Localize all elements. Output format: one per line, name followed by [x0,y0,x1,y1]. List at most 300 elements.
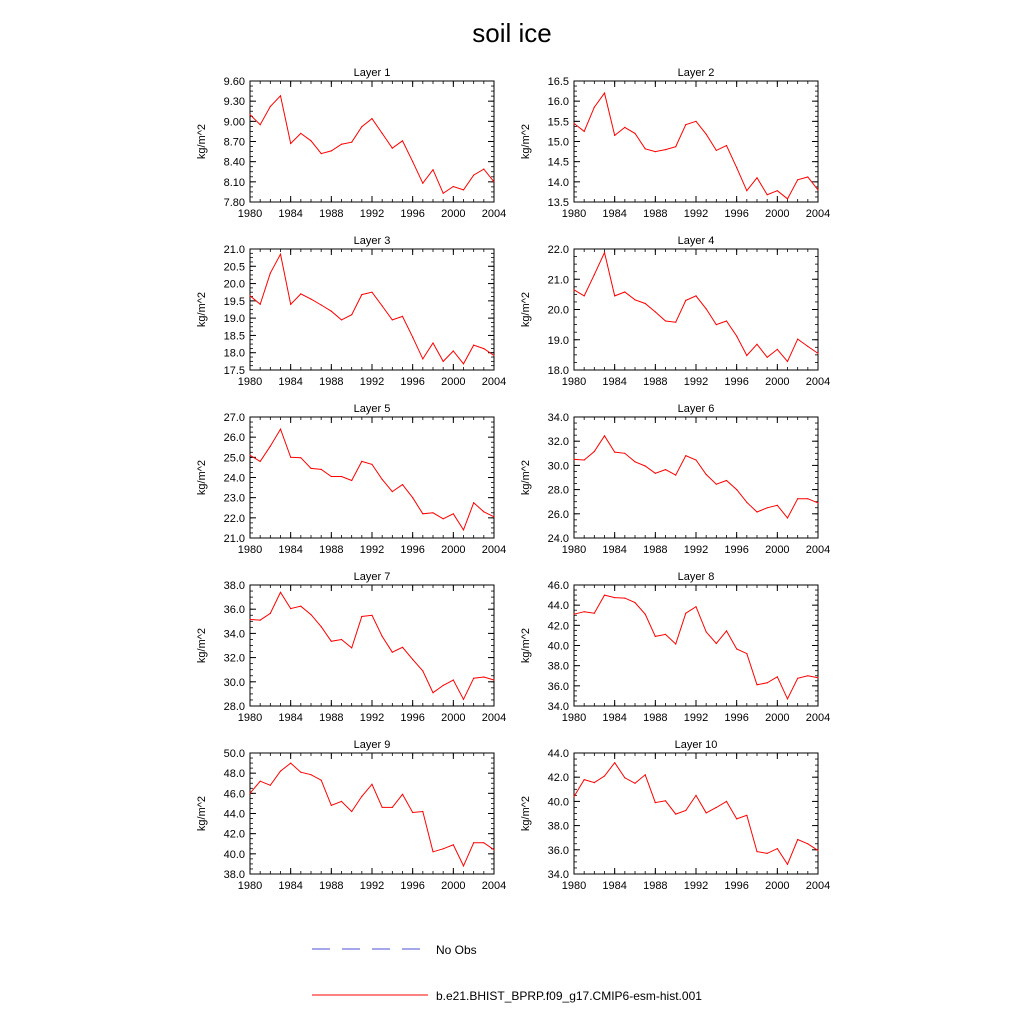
data-point [341,144,342,145]
data-point [746,190,747,191]
plot-frame [250,81,494,202]
data-point [280,592,281,593]
data-point [584,459,585,460]
x-tick-label: 1996 [724,208,749,220]
data-point [361,461,362,462]
series-line [250,96,494,194]
data-point [453,350,454,351]
data-point [249,295,250,296]
x-tick-label: 1988 [319,376,344,388]
data-point [756,177,757,178]
panel-layer-10 [520,739,830,892]
x-tick-label: 2000 [441,376,466,388]
data-point [270,613,271,614]
data-point [685,300,686,301]
x-tick-label: 1996 [724,544,749,556]
panel-layer-4 [520,235,830,388]
data-point [817,502,818,503]
data-point [473,502,474,503]
y-tick-label: 27.0 [223,412,245,424]
data-point [645,774,646,775]
data-point [706,631,707,632]
data-point [665,149,666,150]
y-tick-label: 34.0 [223,628,245,641]
data-point [402,316,403,317]
y-tick-label: 21.0 [223,533,245,545]
data-point [655,151,656,152]
data-point [260,620,261,621]
x-tick-label: 1992 [359,544,385,556]
data-point [493,355,494,356]
plot-frame [574,585,818,706]
x-tick-label: 1980 [237,544,263,556]
y-tick-label: 16.0 [547,96,569,109]
plot-frame [574,417,818,538]
x-tick-label: 1992 [683,376,709,388]
series-line [574,93,818,199]
data-point [443,685,444,686]
data-point [280,771,281,772]
data-point [787,864,788,865]
y-tick-label: 19.0 [223,313,245,326]
data-point [807,675,808,676]
y-axis-label: kg/m^2 [520,459,532,496]
data-point [614,597,615,598]
data-point [665,634,666,635]
data-point [716,150,717,151]
data-point [351,142,352,143]
x-tick-label: 1984 [602,712,627,724]
data-point [290,457,291,458]
data-point [310,614,311,615]
data-point [392,807,393,808]
data-point [321,304,322,305]
x-tick-label: 1988 [643,880,668,892]
data-point [624,291,625,292]
data-point [341,801,342,802]
series-line [250,429,494,530]
y-tick-label: 26.0 [547,508,569,521]
x-tick-label: 1988 [643,376,668,388]
data-point [392,491,393,492]
y-tick-label: 9.00 [223,116,245,129]
x-tick-label: 1992 [683,544,709,556]
data-point [382,479,383,480]
data-point [634,461,635,462]
y-axis-label: kg/m^2 [520,291,532,328]
y-tick-label: 36.0 [547,844,569,857]
data-point [412,161,413,162]
y-tick-label: 30.0 [223,676,245,689]
data-point [797,498,798,499]
data-point [767,682,768,683]
x-tick-label: 1988 [643,712,668,724]
data-point [310,140,311,141]
panel-layer-3 [196,235,506,388]
data-point [321,626,322,627]
y-tick-label: 44.0 [223,808,245,821]
data-point [573,459,574,460]
data-point [443,361,444,362]
data-point [675,322,676,323]
data-point [695,795,696,796]
data-point [483,511,484,512]
x-tick-label: 2004 [805,376,831,388]
data-point [493,516,494,517]
data-point [584,295,585,296]
data-point [634,602,635,603]
data-point [392,652,393,653]
data-point [331,150,332,151]
data-point [777,676,778,677]
x-tick-label: 1980 [237,712,263,724]
data-point [645,614,646,615]
y-tick-label: 28.0 [547,484,569,497]
data-point [483,676,484,677]
y-tick-label: 24.0 [223,472,245,485]
y-tick-label: 18.5 [223,330,245,343]
y-tick-label: 34.0 [547,412,569,424]
y-tick-label: 22.0 [223,512,245,525]
data-point [412,337,413,338]
panel-title: Layer 7 [353,571,391,583]
y-tick-label: 17.5 [223,365,245,377]
y-axis-label: kg/m^2 [196,291,208,328]
x-tick-label: 1988 [319,880,344,892]
data-point [706,308,707,309]
data-point [270,106,271,107]
data-point [746,502,747,503]
y-tick-label: 26.0 [223,432,245,445]
data-point [726,145,727,146]
data-point [716,484,717,485]
data-point [290,143,291,144]
x-tick-label: 1984 [278,208,303,220]
data-point [341,639,342,640]
data-point [817,677,818,678]
data-point [361,616,362,617]
x-tick-label: 1992 [683,208,709,220]
x-tick-label: 2000 [441,712,466,724]
data-point [726,801,727,802]
series-line [250,763,494,866]
data-point [300,606,301,607]
data-point [645,465,646,466]
data-point [290,304,291,305]
data-point [463,363,464,364]
y-axis-label: kg/m^2 [196,627,208,664]
data-point [422,183,423,184]
data-point [260,304,261,305]
legend-label-model: b.e21.BHIST_BPRP.f09_g17.CMIP6-esm-hist.001 [436,989,702,1003]
y-tick-label: 19.5 [223,295,245,308]
y-tick-label: 46.0 [223,788,245,801]
y-tick-label: 7.80 [223,197,245,209]
data-point [584,131,585,132]
data-point [463,699,464,700]
data-point [290,608,291,609]
y-tick-label: 42.0 [547,620,569,633]
y-axis-label: kg/m^2 [196,795,208,832]
panel-title: Layer 9 [353,739,391,751]
x-tick-label: 2000 [441,880,466,892]
data-point [655,636,656,637]
data-point [249,619,250,620]
data-point [594,451,595,452]
data-point [695,459,696,460]
y-tick-label: 16.5 [547,76,569,88]
y-tick-label: 15.0 [547,136,569,149]
data-point [280,429,281,430]
data-point [493,181,494,182]
data-point [310,299,311,300]
data-point [573,123,574,124]
panel-title: Layer 8 [677,571,715,583]
data-point [290,763,291,764]
data-point [614,135,615,136]
panel-title: Layer 5 [353,403,391,415]
data-point [331,805,332,806]
data-point [351,480,352,481]
data-point [767,853,768,854]
y-tick-label: 32.0 [223,652,245,665]
y-tick-label: 20.0 [223,278,245,291]
y-tick-label: 28.0 [223,701,245,713]
data-point [807,843,808,844]
data-point [443,193,444,194]
data-point [756,851,757,852]
data-point [483,842,484,843]
data-point [726,480,727,481]
data-point [736,648,737,649]
data-point [604,93,605,94]
data-point [584,611,585,612]
data-point [767,507,768,508]
x-tick-label: 1996 [400,712,425,724]
data-point [675,146,676,147]
data-point [422,811,423,812]
data-point [645,148,646,149]
panel-title: Layer 10 [674,739,718,751]
data-point [300,293,301,294]
x-tick-label: 2004 [805,712,831,724]
data-point [371,615,372,616]
data-point [573,289,574,290]
panel-title: Layer 3 [353,235,391,247]
data-point [422,513,423,514]
data-point [270,273,271,274]
y-tick-label: 34.0 [547,701,569,713]
x-tick-label: 1988 [319,544,344,556]
data-point [432,512,433,513]
y-tick-label: 8.40 [223,156,245,169]
data-point [777,848,778,849]
y-tick-label: 36.0 [547,680,569,693]
x-tick-label: 1984 [278,712,303,724]
data-point [736,489,737,490]
data-point [604,435,605,436]
data-point [473,175,474,176]
panel-layer-7 [196,571,506,724]
data-point [787,698,788,699]
panel-layer-5 [196,403,506,556]
data-point [361,796,362,797]
x-tick-label: 1988 [319,712,344,724]
data-point [422,670,423,671]
x-tick-label: 1992 [359,880,385,892]
data-point [624,453,625,454]
data-point [584,779,585,780]
data-point [604,252,605,253]
x-tick-label: 1984 [278,376,303,388]
data-point [412,497,413,498]
data-point [655,802,656,803]
x-tick-label: 2004 [805,880,831,892]
data-point [716,324,717,325]
data-point [402,647,403,648]
data-point [746,653,747,654]
x-tick-label: 1980 [561,544,587,556]
data-point [453,513,454,514]
data-point [392,148,393,149]
data-point [706,812,707,813]
data-point [402,484,403,485]
data-point [634,299,635,300]
data-point [351,647,352,648]
x-tick-label: 1996 [724,880,749,892]
panel-title: Layer 2 [677,67,715,79]
x-tick-label: 2004 [805,208,831,220]
x-tick-label: 1996 [400,208,425,220]
data-point [604,595,605,596]
data-point [280,254,281,255]
data-point [382,133,383,134]
data-point [473,345,474,346]
x-tick-label: 1984 [602,880,627,892]
data-point [573,796,574,797]
y-tick-label: 44.0 [547,748,569,760]
y-axis-label: kg/m^2 [196,123,208,160]
data-point [665,800,666,801]
x-tick-label: 1984 [278,544,303,556]
y-tick-label: 34.0 [547,869,569,881]
x-tick-label: 1980 [561,376,587,388]
data-point [432,692,433,693]
panel-layer-8 [520,571,830,724]
data-point [706,474,707,475]
data-point [614,295,615,296]
x-tick-label: 1992 [359,712,385,724]
data-point [726,630,727,631]
y-tick-label: 21.0 [223,244,245,256]
data-point [736,336,737,337]
data-point [300,457,301,458]
y-tick-label: 44.0 [547,600,569,613]
y-axis-label: kg/m^2 [520,123,532,160]
x-tick-label: 2004 [481,712,507,724]
data-point [249,793,250,794]
data-point [624,777,625,778]
data-point [604,775,605,776]
x-tick-label: 2000 [441,208,466,220]
x-tick-label: 1996 [400,376,425,388]
data-point [777,349,778,350]
data-point [432,342,433,343]
data-point [675,643,676,644]
data-point [341,319,342,320]
data-point [767,357,768,358]
data-point [695,295,696,296]
legend [312,943,702,1003]
data-point [443,518,444,519]
data-point [787,198,788,199]
plot-frame [574,249,818,370]
data-point [331,641,332,642]
data-point [260,461,261,462]
x-tick-label: 1992 [683,712,709,724]
y-tick-label: 14.0 [547,176,569,189]
data-point [797,179,798,180]
data-point [321,469,322,470]
y-tick-label: 48.0 [223,768,245,781]
x-tick-label: 1992 [359,376,385,388]
plot-frame [574,753,818,874]
panel-layer-2 [520,67,830,220]
figure-title: soil ice [472,18,552,48]
data-point [797,339,798,340]
data-point [361,294,362,295]
data-point [695,606,696,607]
x-tick-label: 2004 [481,544,507,556]
data-point [594,782,595,783]
y-tick-label: 9.60 [223,76,245,88]
x-tick-label: 1996 [400,880,425,892]
panel-layer-1 [196,67,506,220]
data-point [402,794,403,795]
data-point [807,346,808,347]
y-tick-label: 46.0 [547,580,569,592]
y-tick-label: 20.5 [223,261,245,274]
x-tick-label: 2000 [765,712,790,724]
x-tick-label: 1980 [561,712,587,724]
data-point [260,781,261,782]
x-tick-label: 2000 [765,376,790,388]
x-tick-label: 1992 [359,208,385,220]
data-point [453,186,454,187]
data-point [443,848,444,849]
data-point [736,818,737,819]
data-point [382,305,383,306]
series-line [250,592,494,699]
data-point [412,812,413,813]
x-tick-label: 2004 [481,880,507,892]
data-point [807,176,808,177]
data-point [787,517,788,518]
y-tick-label: 8.70 [223,136,245,149]
data-point [432,169,433,170]
data-point [412,659,413,660]
y-axis-label: kg/m^2 [520,627,532,664]
data-point [260,124,261,125]
x-tick-label: 1996 [724,712,749,724]
y-tick-label: 19.0 [547,334,569,347]
panel-layer-6 [520,403,830,556]
data-point [645,303,646,304]
data-point [321,153,322,154]
y-axis-label: kg/m^2 [196,459,208,496]
data-point [634,783,635,784]
data-point [594,613,595,614]
